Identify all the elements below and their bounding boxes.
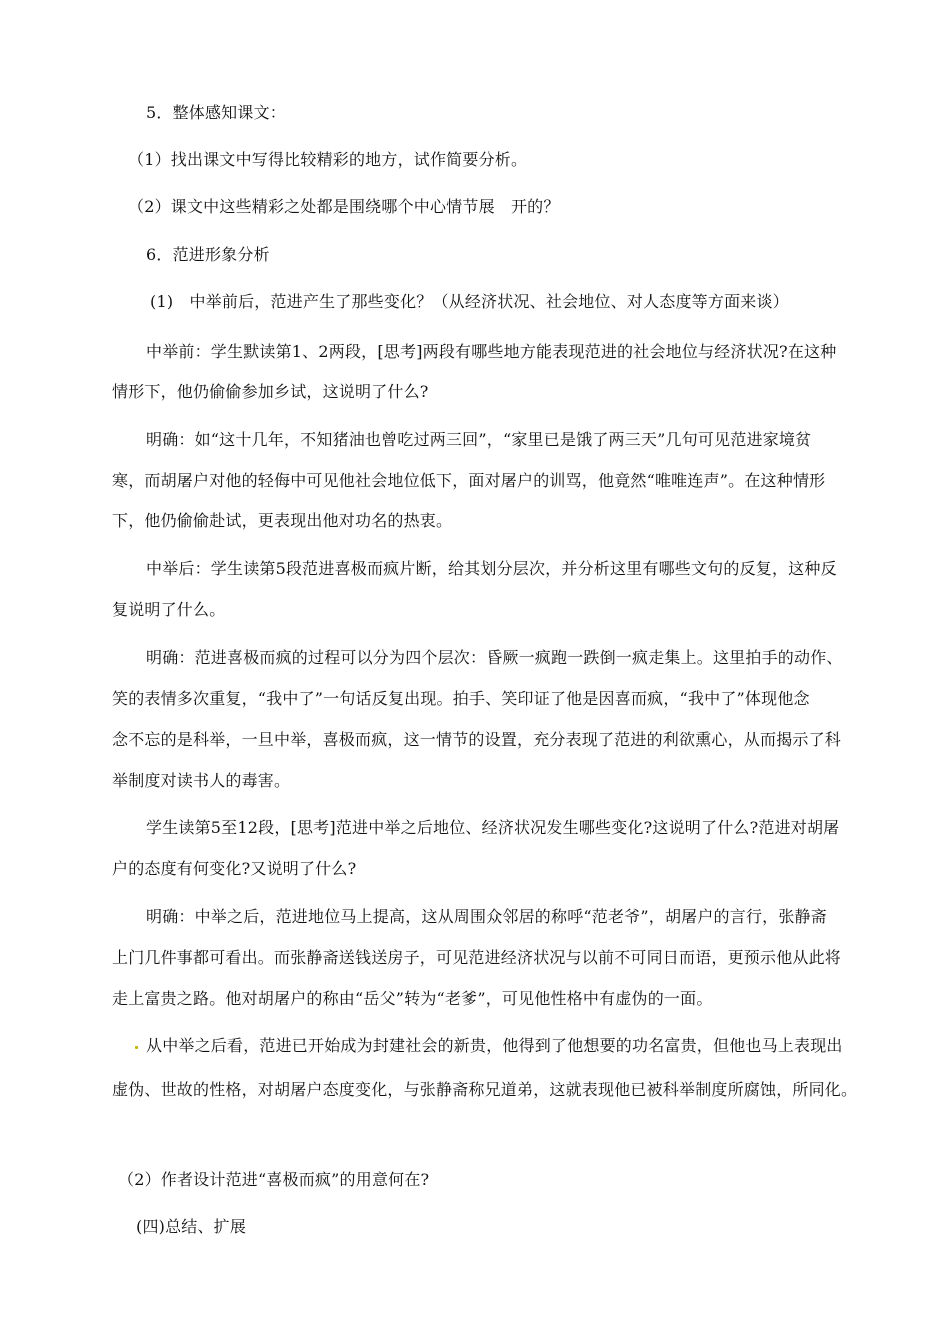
- paragraph-line: 上门几件事都可看出。而张静斋送钱送房子，可见范进经济状况与以前不可同日而语，更预示他从此将: [112, 948, 842, 967]
- paragraph-line: 念不忘的是科举，一旦中举，喜极而疯，这一情节的设置，充分表现了范进的利欲熏心，从而揭示了科: [112, 730, 842, 749]
- paragraph-line: 从中举之后看，范进已开始成为封建社会的新贵，他得到了他想要的功名富贵，但他也马上表现出: [146, 1036, 843, 1055]
- heading-5: 5．整体感知课文：: [146, 103, 286, 122]
- paragraph-line: 学生读第5至12段，[思考]范进中举之后地位、经济状况发生哪些变化?这说明了什么?范进对胡屠: [146, 818, 840, 837]
- paragraph-line: 情形下，他仍偷偷参加乡试，这说明了什么?: [112, 382, 429, 401]
- paragraph-line: 明确：范进喜极而疯的过程可以分为四个层次：昏厥一疯跑一跌倒一疯走集上。这里拍手的动作、: [146, 648, 843, 667]
- paragraph-line: 明确：中举之后，范进地位马上提高，这从周围众邻居的称呼“范老爷”，胡屠户的言行，张静斋: [146, 907, 827, 926]
- paragraph-line: 中举前：学生默读第1、2两段，[思考]两段有哪些地方能表现范进的社会地位与经济状况?在这种: [146, 342, 837, 361]
- paragraph-line: 笑的表情多次重复，“我中了”一句话反复出现。拍手、笑印证了他是因喜而疯，“我中了”体现他念: [112, 689, 810, 708]
- paragraph-line: 寒，而胡屠户对他的轻侮中可见他社会地位低下，面对屠户的训骂，他竟然“唯唯连声”。在这种情形: [112, 471, 826, 490]
- paragraph-line: 复说明了什么。: [112, 600, 226, 619]
- paragraph-line: 下，他仍偷偷赴试，更表现出他对功名的热衷。: [112, 511, 453, 530]
- heading-6: 6．范进形象分析: [146, 245, 270, 264]
- paragraph-line: 中举后：学生读第5段范进喜极而疯片断，给其划分层次，并分析这里有哪些文句的反复，这种反: [146, 559, 837, 578]
- marker-dot: [135, 1046, 138, 1049]
- question-2-bottom: （2）作者设计范进“喜极而疯”的用意何在?: [118, 1170, 430, 1189]
- paragraph-line: 举制度对读书人的毒害。: [112, 771, 291, 790]
- paragraph-line: 走上富贵之路。他对胡屠户的称由“岳父”转为“老爹”，可见他性格中有虚伪的一面。: [112, 989, 713, 1008]
- question-1: （1）找出课文中写得比较精彩的地方，试作简要分析。: [128, 150, 528, 169]
- question-2: （2）课文中这些精彩之处都是围绕哪个中心情节展 开的？: [128, 197, 560, 216]
- paragraph-line: 明确：如“这十几年，不知猪油也曾吃过两三回”，“家里已是饿了两三天”几句可见范进家境贫: [146, 430, 812, 449]
- section-heading: (四)总结、扩展: [136, 1217, 247, 1236]
- paragraph-line: 户的态度有何变化?又说明了什么?: [112, 859, 357, 878]
- subquestion-1: (1) 中举前后，范进产生了那些变化？（从经济状况、社会地位、对人态度等方面来谈）: [150, 292, 789, 311]
- paragraph-line: 虚伪、世故的性格，对胡屠户态度变化，与张静斋称兄道弟，这就表现他已被科举制度所腐蚀，所同化。: [112, 1080, 858, 1099]
